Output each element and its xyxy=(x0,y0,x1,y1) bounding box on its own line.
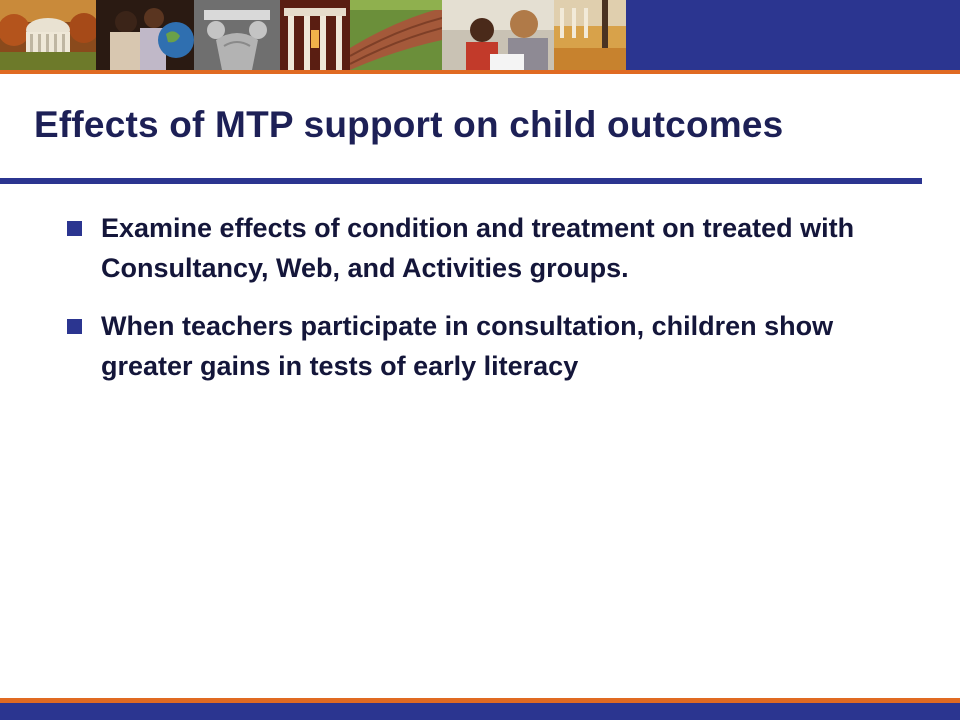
slide-title: Effects of MTP support on child outcomes xyxy=(34,104,784,145)
bullet-list xyxy=(64,208,884,404)
children-globe-photo xyxy=(96,0,194,70)
bullet-item xyxy=(64,208,884,288)
building-columns-photo xyxy=(280,0,350,70)
bullet-text: When teachers participate in consultation, children show greater gains in tests of early literacy xyxy=(101,311,834,381)
square-bullet-icon xyxy=(67,319,82,334)
bullet-text: Examine effects of condition and treatment on treated with Consultancy, Web, and Activities groups. xyxy=(101,213,855,283)
header-accent-rule xyxy=(0,70,960,74)
campus-lawn-photo xyxy=(554,0,626,70)
students-laptop-photo xyxy=(442,0,554,70)
footer-bar xyxy=(0,703,960,720)
header-photo-banner xyxy=(0,0,960,70)
brick-wall-photo xyxy=(350,0,442,70)
title-divider xyxy=(0,178,922,184)
square-bullet-icon xyxy=(67,221,82,236)
column-capital-photo xyxy=(194,0,280,70)
bullet-item xyxy=(64,306,884,386)
rotunda-photo xyxy=(0,0,96,70)
